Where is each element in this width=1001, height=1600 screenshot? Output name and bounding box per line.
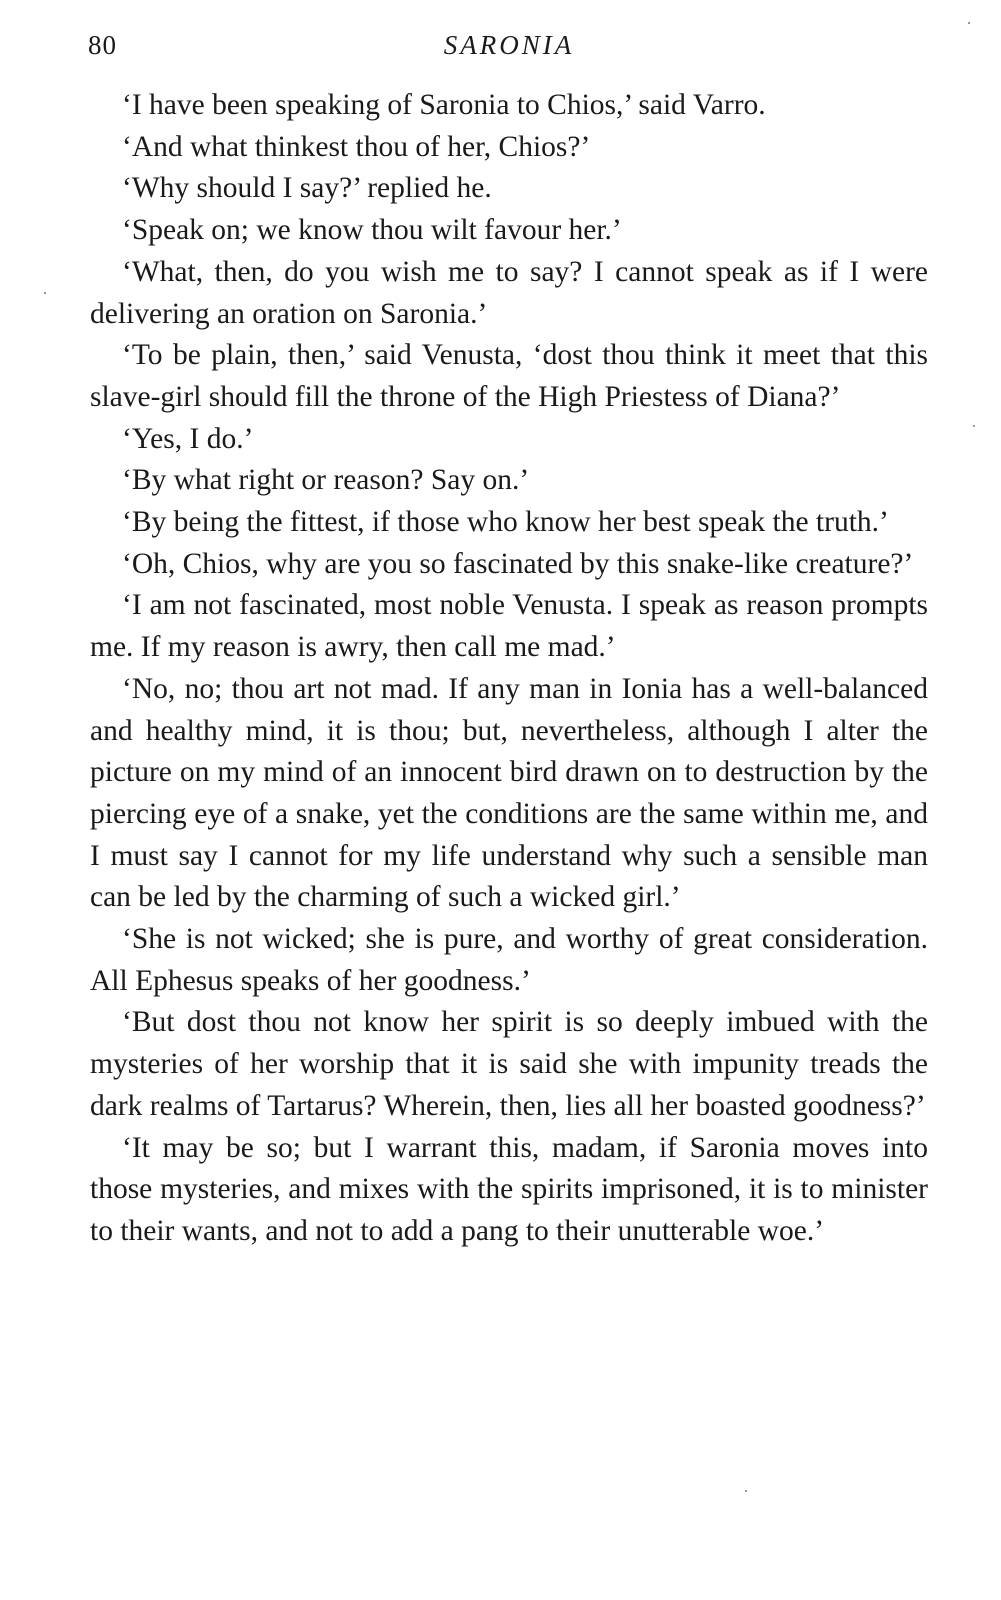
paragraph: ‘I am not fascinated, most noble Venusta. I speak as reason prompts me. If my reason is awry, then call me mad.’ bbox=[90, 589, 928, 664]
scan-speck bbox=[968, 22, 970, 24]
paragraph: ‘Yes, I do.’ bbox=[122, 422, 254, 455]
paragraph: ‘Why should I say?’ replied he. bbox=[122, 172, 492, 205]
body-text bbox=[90, 85, 928, 1253]
scan-speck bbox=[44, 292, 46, 294]
paragraph: ‘She is not wicked; she is pure, and worthy of great consideration. All Ephesus speaks of her goodness.’ bbox=[90, 923, 928, 997]
paragraph: ‘By being the fittest, if those who know her best speak the truth.’ bbox=[122, 506, 889, 539]
paragraph: ‘It may be so; but I warrant this, madam, if Saronia moves into those mysteries, and mixes with the spirits imprisoned, it is to minister to their wants, and not to add a pang to their unutterable woe.’ bbox=[90, 1131, 928, 1247]
paragraph: ‘To be plain, then,’ said Venusta, ‘dost thou think it meet that this slave-girl should fill the throne of the High Priestess of Diana?’ bbox=[90, 339, 928, 413]
paragraph: ‘But dost thou not know her spirit is so deeply imbued with the mysteries of her worship that it is said she with impunity treads the dark realms of Tartarus? Wherein, then, lies all her boasted goodness?’ bbox=[90, 1006, 928, 1122]
paragraph: ‘Oh, Chios, why are you so fascinated by this snake-like creature?’ bbox=[122, 547, 914, 580]
running-title: SARONIA bbox=[443, 30, 575, 60]
paragraph: ‘No, no; thou art not mad. If any man in Ionia has a well-balanced and healthy mind, it is thou; but, nevertheless, although I alter the picture on my mind of an innocent bird drawn on to destruction by the piercing eye of a snake, yet the conditions are the same within me, and I must say I cannot for my life understand why such a sensible man can be led by the charming of such a wicked girl.’ bbox=[90, 672, 928, 914]
paragraph: ‘And what thinkest thou of her, Chios?’ bbox=[122, 130, 591, 163]
paragraph: ‘Speak on; we know thou wilt favour her.’ bbox=[122, 214, 622, 247]
scan-speck bbox=[745, 1490, 747, 1492]
page-header bbox=[88, 30, 930, 66]
paragraph: ‘What, then, do you wish me to say? I cannot speak as if I were delivering an oration on Saronia.’ bbox=[90, 255, 928, 330]
scan-speck bbox=[973, 425, 975, 427]
paragraph: ‘By what right or reason? Say on.’ bbox=[122, 464, 530, 497]
paragraph: ‘I have been speaking of Saronia to Chios,’ said Varro. bbox=[122, 89, 766, 121]
page-number: 80 bbox=[88, 30, 117, 60]
